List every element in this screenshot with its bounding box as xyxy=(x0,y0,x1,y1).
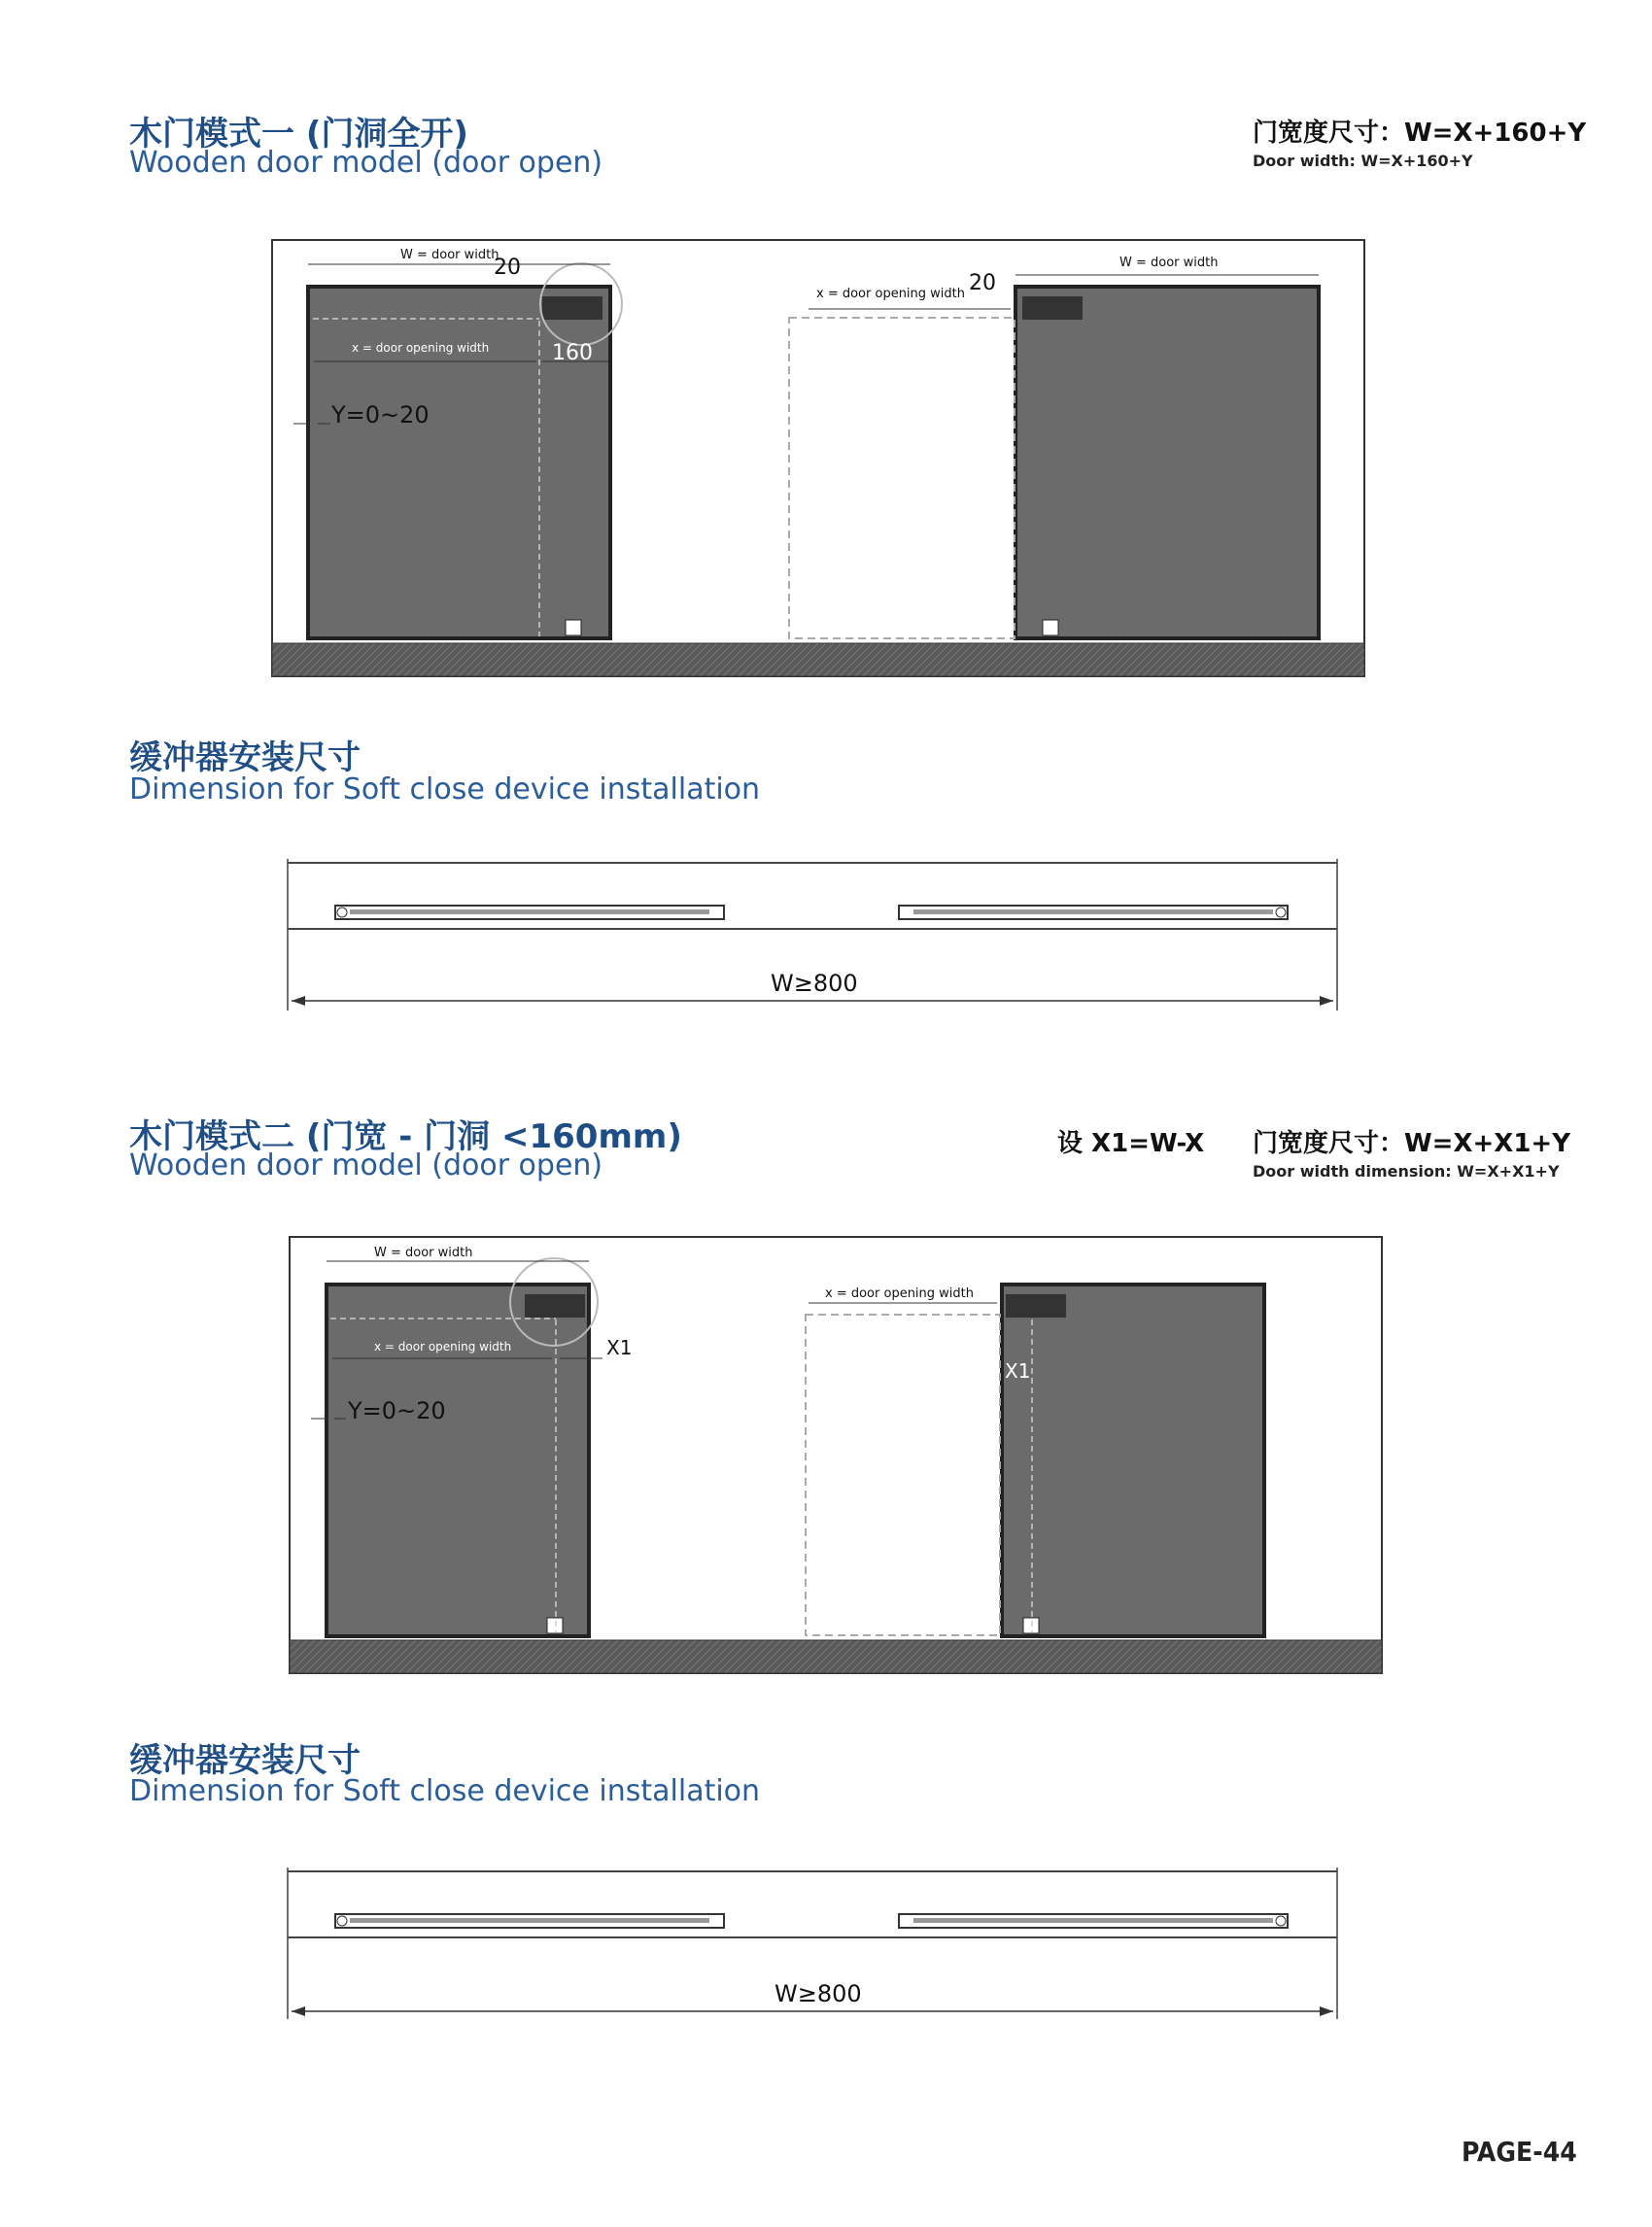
soft-close-diagram-2 xyxy=(0,1854,1652,2029)
door-opening-outline xyxy=(789,318,1015,638)
soft2-title-cn: 缓冲器安装尺寸 xyxy=(129,1741,361,1780)
dim-x1-right: X1 xyxy=(1005,1359,1031,1383)
x-label-right: x = door opening width xyxy=(816,287,965,301)
floor-guide-icon xyxy=(566,620,581,635)
w-ge-800-label: W≥800 xyxy=(771,970,858,997)
section1-formula-en: Door width: W=X+160+Y xyxy=(1253,152,1473,170)
section2-title-cn: 木门模式二 (门宽 - 门洞 <160mm) xyxy=(129,1117,682,1156)
left-door xyxy=(327,1285,589,1636)
soft-close-device-icon xyxy=(542,296,602,320)
dim-20-right: 20 xyxy=(969,271,996,295)
w-label-right: W = door width xyxy=(1119,256,1219,270)
door-opening-outline xyxy=(806,1315,1000,1635)
door-diagram-2 xyxy=(0,1224,1652,1681)
dim-x1-left: X1 xyxy=(606,1336,633,1359)
door-diagram-1 xyxy=(0,0,1652,700)
floor-guide-icon xyxy=(1043,620,1058,635)
section2-formula-cn: 门宽度尺寸：W=X+X1+Y xyxy=(1253,1129,1571,1158)
x-label-right: x = door opening width xyxy=(825,1286,974,1301)
soft1-title-en: Dimension for Soft close device installation xyxy=(129,772,761,806)
soft-close-device-icon xyxy=(525,1294,585,1318)
dim-160: 160 xyxy=(552,341,593,365)
w-label-left: W = door width xyxy=(374,1246,473,1260)
x-label-left: x = door opening width xyxy=(374,1340,512,1353)
right-door xyxy=(1002,1285,1264,1636)
x-label-left: x = door opening width xyxy=(352,341,490,355)
section2-title-en: Wooden door model (door open) xyxy=(129,1148,603,1182)
floor xyxy=(290,1640,1382,1673)
soft-close-diagram-1 xyxy=(0,845,1652,1020)
section1-title-cn: 木门模式一 (门洞全开) xyxy=(129,115,468,154)
dim-20-left: 20 xyxy=(494,256,521,280)
page-number: PAGE-44 xyxy=(1462,2136,1577,2168)
section2-formula-en: Door width dimension: W=X+X1+Y xyxy=(1253,1162,1560,1181)
soft-close-device-icon xyxy=(1022,296,1083,320)
y-label: Y=0~20 xyxy=(331,401,430,428)
soft-close-device-icon xyxy=(1006,1294,1066,1318)
soft1-title-cn: 缓冲器安装尺寸 xyxy=(129,738,361,777)
left-door xyxy=(308,287,610,638)
w-label-left: W = door width xyxy=(400,248,499,262)
section2-set-cn: 设 X1=W-X xyxy=(1057,1129,1205,1158)
right-door xyxy=(1015,287,1319,638)
soft2-title-en: Dimension for Soft close device installation xyxy=(129,1774,761,1808)
w-ge-800-label: W≥800 xyxy=(774,1980,862,2007)
floor xyxy=(272,643,1364,676)
floor-guide-icon xyxy=(1023,1618,1039,1633)
section1-title-en: Wooden door model (door open) xyxy=(129,146,603,180)
floor-guide-icon xyxy=(547,1618,563,1633)
section1-formula-cn: 门宽度尺寸：W=X+160+Y xyxy=(1253,119,1587,148)
y-label: Y=0~20 xyxy=(348,1397,446,1424)
